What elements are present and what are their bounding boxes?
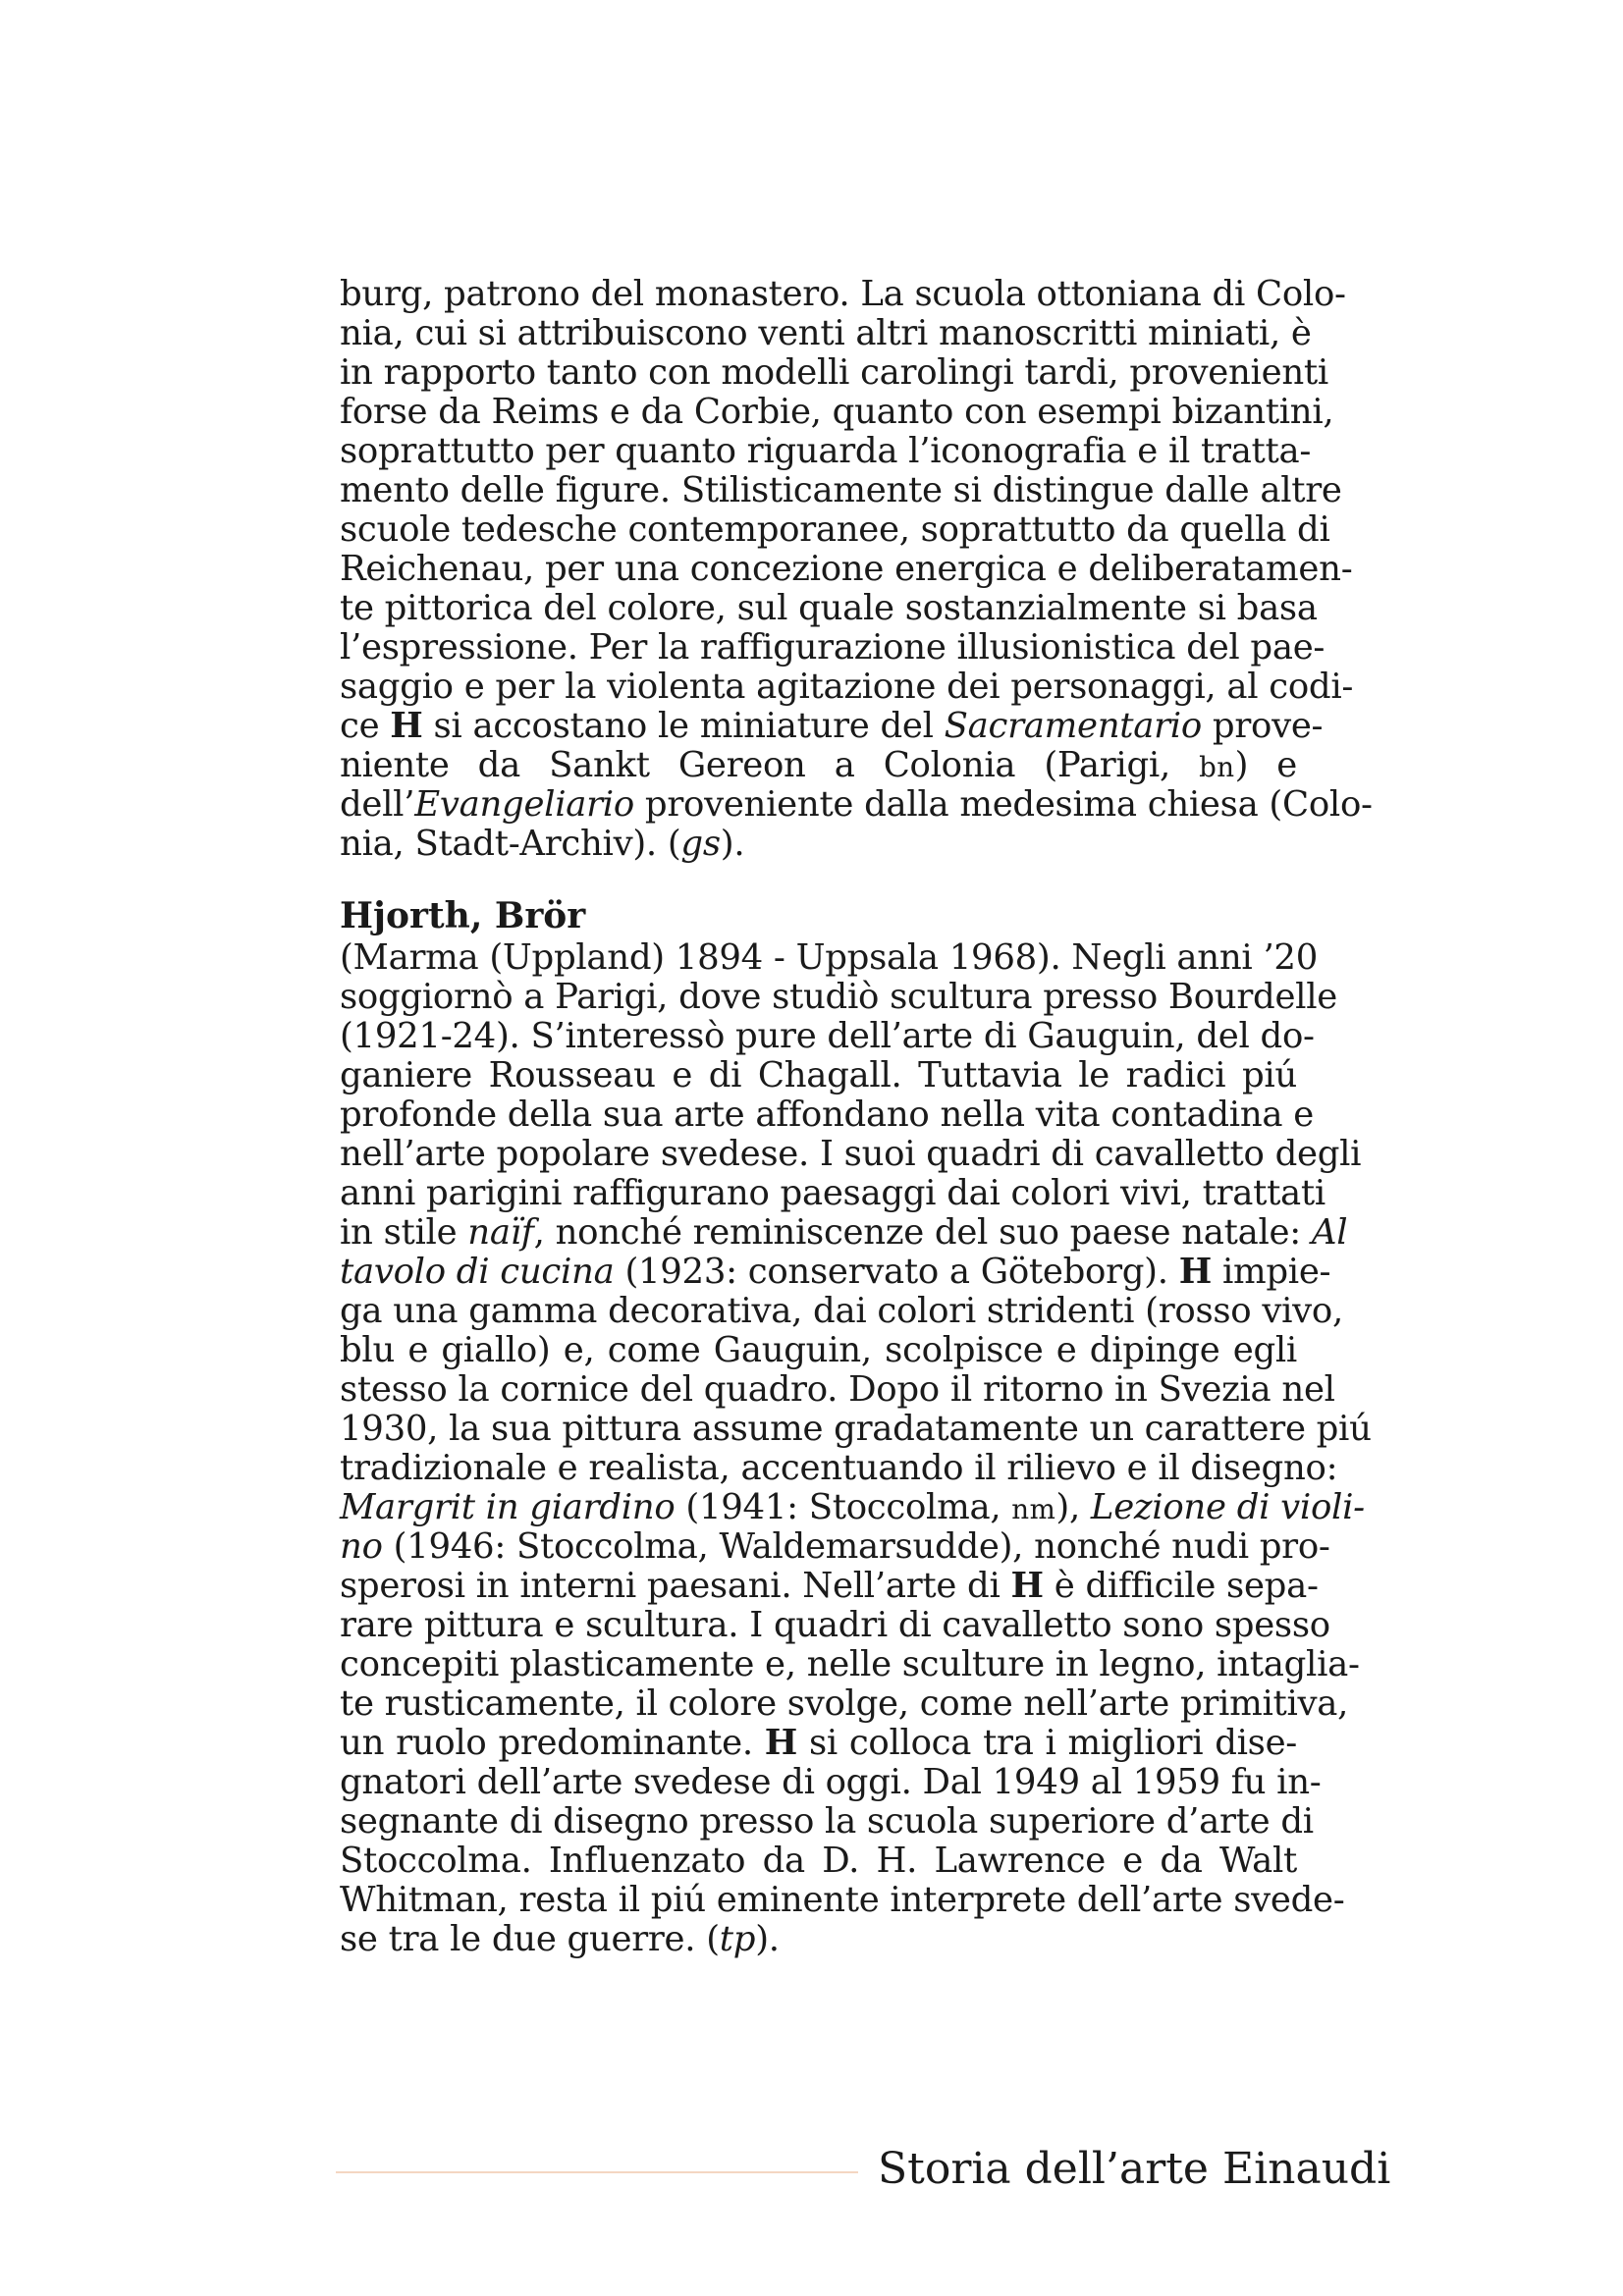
bold-abbrev: H — [1178, 1252, 1212, 1292]
small-caps-abbrev: bn — [1199, 751, 1235, 783]
italic-title: Lezione di violi- — [1090, 1487, 1365, 1527]
prev-entry-line: forse da Reims e da Corbie, quanto con esempi bizantini, — [340, 392, 1334, 432]
entry-gap — [340, 864, 1297, 893]
prev-entry-line: saggio e per la violenta agitazione dei personaggi, al codi- — [340, 667, 1354, 707]
italic-title: Evangeliario — [414, 784, 634, 825]
entry-heading: Hjorth, Brör — [340, 895, 586, 936]
hjorth-line: anni parigini raffigurano paesaggi dai colori vivi, trattati — [340, 1173, 1325, 1213]
prev-entry-line: l’espressione. Per la raffigurazione illusionistica del pae- — [340, 627, 1325, 667]
hjorth-line: (Marma (Uppland) 1894 - Uppsala 1968). Negli anni ’20 — [340, 937, 1319, 978]
hjorth-line: blu e giallo) e, come Gauguin, scolpisce e dipinge egli — [340, 1330, 1297, 1370]
hjorth-line: soggiornò a Parigi, dove studiò scultura presso Bourdelle — [340, 977, 1337, 1017]
text-block — [340, 274, 1373, 1959]
prev-entry-line: ce H si accostano le miniature del Sacramentario prove- — [340, 706, 1324, 746]
prev-entry-line: te pittorica del colore, sul quale sostanzialmente si basa — [340, 588, 1318, 628]
hjorth-line: no (1946: Stoccolma, Waldemarsudde), nonché nudi pro- — [340, 1526, 1330, 1567]
prev-entry-line: niente da Sankt Gereon a Colonia (Parigi, bn) e — [340, 745, 1297, 785]
italic-title: gs — [680, 824, 721, 864]
italic-title: no — [340, 1526, 383, 1567]
italic-title: Sacramentario — [944, 706, 1202, 746]
italic-title: tp — [719, 1919, 756, 1959]
hjorth-line: gnatori dell’arte svedese di oggi. Dal 1949 al 1959 fu in- — [340, 1762, 1322, 1802]
hjorth-line: 1930, la sua pittura assume gradatamente un carattere piú — [340, 1409, 1372, 1449]
hjorth-line: in stile naïf, nonché reminiscenze del suo paese natale: Al — [340, 1212, 1348, 1253]
italic-title: tavolo di cucina — [340, 1252, 615, 1292]
hjorth-line: te rusticamente, il colore svolge, come nell’arte primitiva, — [340, 1683, 1349, 1724]
prev-entry-line: nia, Stadt-Archiv). (gs). — [340, 824, 745, 864]
hjorth-line: tradizionale e realista, accentuando il rilievo e il disegno: — [340, 1448, 1338, 1488]
hjorth-line: Stoccolma. Influenzato da D. H. Lawrence e da Walt — [340, 1841, 1297, 1881]
italic-title: naïf — [467, 1212, 534, 1253]
hjorth-line: nell’arte popolare svedese. I suoi quadri di cavalletto degli — [340, 1134, 1362, 1174]
hjorth-line: concepiti plasticamente e, nelle sculture in legno, intaglia- — [340, 1644, 1360, 1684]
prev-entry-line: mento delle figure. Stilisticamente si distingue dalle altre — [340, 470, 1342, 510]
hjorth-line: sperosi in interni paesani. Nell’arte di H è difficile sepa- — [340, 1566, 1319, 1606]
hjorth-line: un ruolo predominante. H si colloca tra i migliori dise- — [340, 1723, 1297, 1763]
hjorth-line: ga una gamma decorativa, dai colori stridenti (rosso vivo, — [340, 1291, 1343, 1331]
bold-abbrev: H — [1010, 1566, 1044, 1606]
prev-entry-line: dell’Evangeliario proveniente dalla medesima chiesa (Colo- — [340, 784, 1373, 825]
entry-body — [340, 937, 1372, 1959]
prev-entry-line: scuole tedesche contemporanee, soprattutto da quella di — [340, 509, 1330, 550]
hjorth-line: Whitman, resta il piú eminente interprete dell’arte svede- — [340, 1880, 1345, 1920]
hjorth-line: tavolo di cucina (1923: conservato a Göteborg). H impie- — [340, 1252, 1331, 1292]
hjorth-line: se tra le due guerre. (tp). — [340, 1919, 780, 1959]
bold-abbrev: H — [764, 1723, 797, 1763]
prev-entry-line: nia, cui si attribuiscono venti altri manoscritti miniati, è — [340, 313, 1312, 353]
hjorth-line: (1921-24). S’interessò pure dell’arte di Gauguin, del do- — [340, 1016, 1315, 1056]
prev-entry-line: burg, patrono del monastero. La scuola ottoniana di Colo- — [340, 274, 1346, 314]
hjorth-line: segnante di disegno presso la scuola superiore d’arte di — [340, 1801, 1314, 1842]
italic-title: Al — [1311, 1212, 1348, 1253]
entry-hjorth — [340, 893, 1372, 1959]
prev-entry-line: Reichenau, per una concezione energica e deliberatamen- — [340, 549, 1353, 589]
hjorth-line: stesso la cornice del quadro. Dopo il ritorno in Svezia nel — [340, 1369, 1335, 1410]
hjorth-line: Margrit in giardino (1941: Stoccolma, nm), Lezione di violi- — [340, 1487, 1365, 1527]
prev-entry-line: in rapporto tanto con modelli carolingi tardi, provenienti — [340, 352, 1328, 393]
entry-continuation — [340, 274, 1373, 864]
hjorth-line: rare pittura e scultura. I quadri di cavalletto sono spesso — [340, 1605, 1330, 1645]
italic-title: Margrit in giardino — [340, 1487, 676, 1527]
footer-title: Storia dell’arte Einaudi — [878, 2144, 1391, 2194]
hjorth-line: profonde della sua arte affondano nella vita contadina e — [340, 1095, 1314, 1135]
hjorth-line: ganiere Rousseau e di Chagall. Tuttavia le radici piú — [340, 1055, 1297, 1095]
prev-entry-line: soprattutto per quanto riguarda l’iconografia e il tratta- — [340, 431, 1312, 471]
footer-rule — [336, 2171, 858, 2173]
small-caps-abbrev: nm — [1011, 1493, 1056, 1525]
bold-abbrev: H — [390, 706, 423, 746]
